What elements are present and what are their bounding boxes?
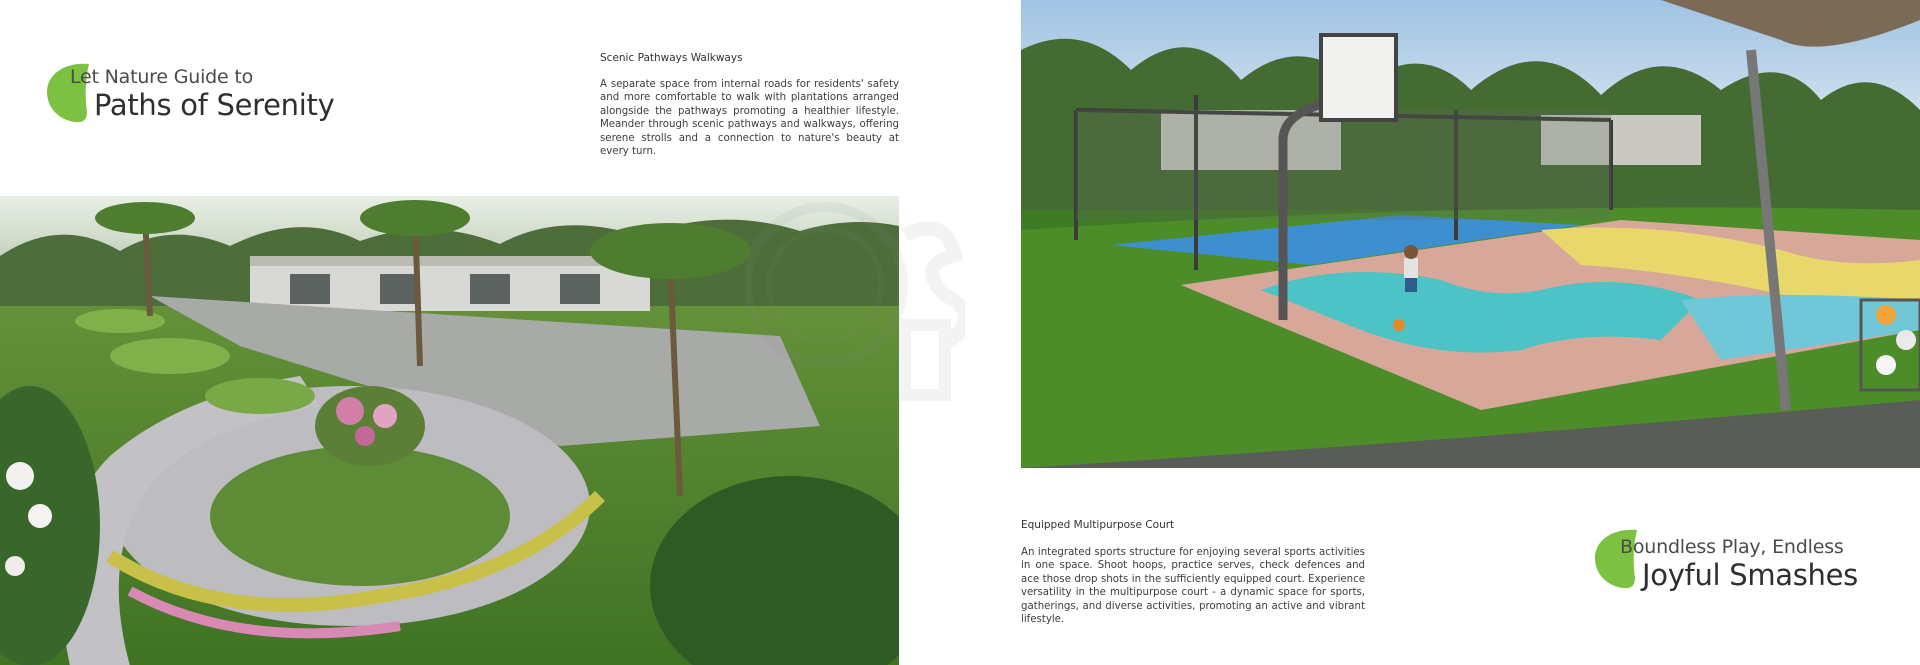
multipurpose-court-image — [1021, 0, 1920, 468]
headline: Joyful Smashes — [1642, 558, 1858, 592]
page-title-smashes — [1620, 536, 1858, 592]
watermark-logo — [745, 175, 965, 415]
section-body: A separate space from internal roads for residents' safety and more comfortable to walk with plantations arranged alongside the pathways promoting a healthier lifestyle. Meander through scenic pathways and walkways, offering serene strolls and a connection to nature's beauty at every turn. — [600, 79, 899, 158]
page-title-serenity — [70, 66, 334, 122]
section-title: Scenic Pathways Walkways — [600, 52, 743, 64]
section-title: Equipped Multipurpose Court — [1021, 519, 1175, 531]
tagline: Boundless Play, Endless — [1620, 536, 1844, 558]
section-body: An integrated sports structure for enjoying several sports activities in one space. Shoot hoops, practice serves, check defences and ace those drop shots in the sufficiently equipped court. Experience versatility in the multipurpose court - a dynamic space for sports, gatherings, and diverse activities, promoting an active and vibrant lifestyle. — [1021, 547, 1365, 626]
headline: Paths of Serenity — [94, 88, 335, 122]
tagline: Let Nature Guide to — [70, 66, 254, 88]
